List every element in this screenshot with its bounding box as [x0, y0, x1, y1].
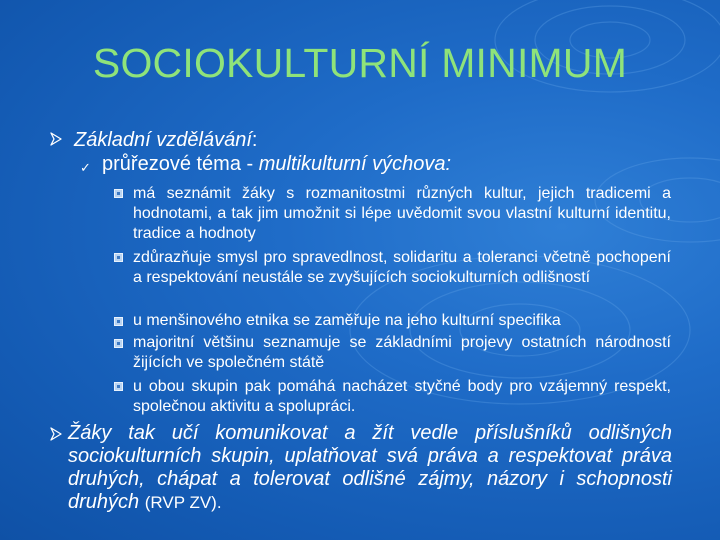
arrow-bullet-icon	[50, 427, 62, 441]
paragraph-end: .	[216, 493, 222, 512]
bullet-basic-education-colon: :	[251, 129, 258, 151]
arrow-bullet-icon	[50, 132, 62, 146]
checkbox-square-icon	[114, 253, 123, 262]
checkbox-square-icon	[114, 382, 123, 391]
subheading-topic: multikulturní výchova:	[258, 153, 452, 175]
list-item: u obou skupin pak pomáhá nacházet styčné body pro vzájemný respekt, společnou aktivitu a spolupráci.	[133, 378, 671, 415]
subheading-cross-curricular	[102, 153, 451, 176]
slide-title: SOCIOKULTURNÍ MINIMUM	[92, 40, 628, 86]
citation: (RVP ZV)	[144, 493, 217, 512]
bullet-basic-education-label: Základní vzdělávání	[74, 129, 252, 151]
list-item: majoritní většinu seznamuje se základními projevy ostatních národností žijících ve společném státě	[133, 334, 671, 371]
list-item: u menšinového etnika se zaměřuje na jeho kulturní specifika	[133, 312, 561, 329]
checkmark-icon: ✓	[80, 160, 91, 175]
checkbox-square-icon	[114, 339, 123, 348]
paragraph-text: Žáky tak učí komunikovat a žít vedle příslušníků odlišných sociokulturních skupin, uplatňovat svá práva a respektovat práva druhých, chápat a tolerovat odlišné zájmy, názory i schopnosti druhých	[68, 422, 672, 513]
checkbox-square-icon	[114, 189, 123, 198]
list-item: má seznámit žáky s rozmanitostmi různých kultur, jejich tradicemi a hodnotami, a tak jim umožnit si lépe uvědomit svou vlastní kulturní identitu, tradice a hodnoty	[133, 185, 671, 242]
bullet-basic-education	[74, 129, 257, 152]
bullet-communication-paragraph	[68, 422, 672, 514]
list-item: zdůrazňuje smysl pro spravedlnost, solidaritu a toleranci včetně pochopení a respektování neustále se zvyšujících sociokulturních odlišností	[133, 249, 671, 286]
subheading-prefix: průřezové téma -	[102, 153, 259, 175]
checkbox-square-icon	[114, 317, 123, 326]
